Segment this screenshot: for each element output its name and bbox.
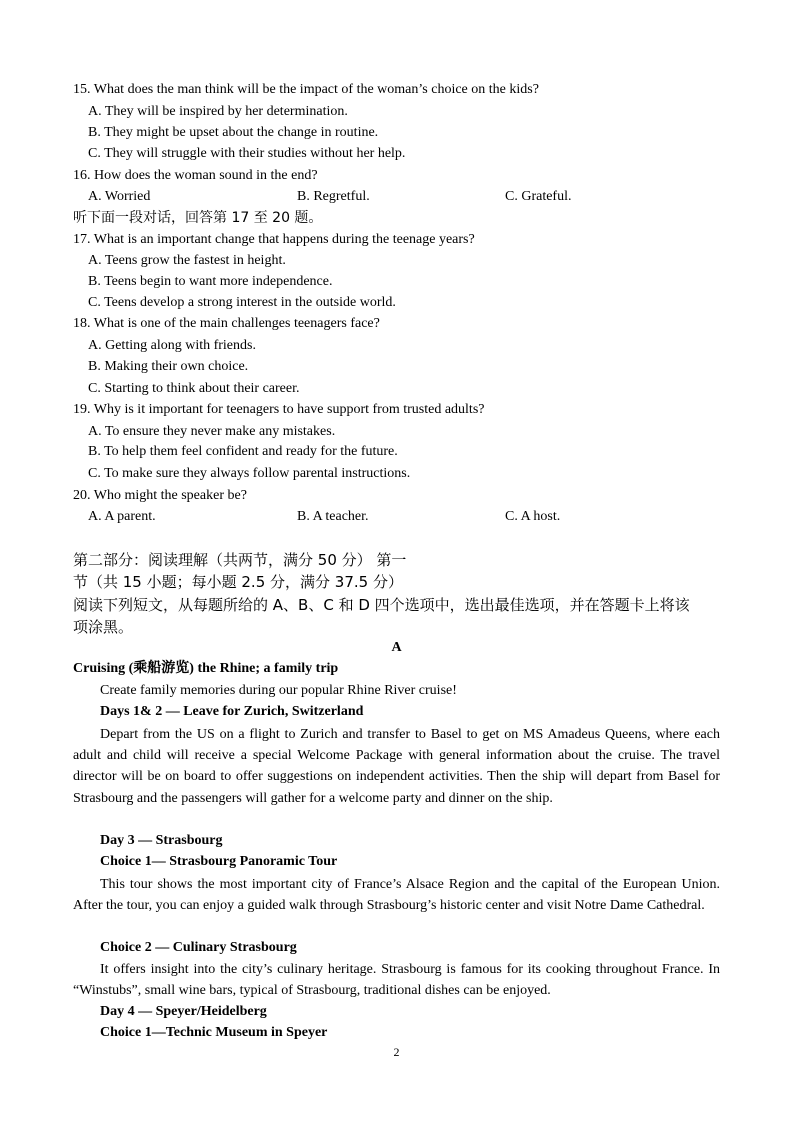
question-20-option-c: C. A host.: [505, 509, 561, 524]
question-19-stem: 19. Why is it important for teenagers to have support from trusted adults?: [73, 402, 485, 417]
question-15-stem: 15. What does the man think will be the impact of the woman’s choice on the kids?: [73, 82, 539, 97]
day-3-heading: Day 3 — Strasbourg: [100, 833, 223, 848]
question-15-option-b: B. They might be upset about the change in routine.: [88, 125, 379, 140]
day-4-choice-1-heading: Choice 1—Technic Museum in Speyer: [100, 1025, 328, 1040]
day-3-choice-1-paragraph: This tour shows the most important city of France’s Alsace Region and the capital of the European Union. After the tour, you can enjoy a guided walk through Strasbourg’s historic center and visit Notre Dame Cathedral.: [73, 877, 720, 914]
question-20-option-b: B. A teacher.: [297, 509, 369, 524]
days-1-2-paragraph: Depart from the US on a flight to Zurich and transfer to Basel to get on MS Amadeus Queens, where each adult and child will receive a special Welcome Package with general information about the cruise. The travel director will be on board to offer suggestions on independent activities. Then the ship will depart from Basel for Strasbourg and the passengers will gather for a welcome party and dinner on the ship.: [73, 727, 720, 806]
question-17-option-b: B. Teens begin to want more independence.: [88, 274, 333, 289]
part2-heading-line2: 节（共 15 小题；每小题 2.5 分，满分 37.5 分）: [73, 573, 403, 591]
question-15-option-a: A. They will be inspired by her determination.: [88, 104, 348, 119]
question-20-stem: 20. Who might the speaker be?: [73, 488, 247, 503]
question-18-option-c: C. Starting to think about their career.: [88, 381, 300, 396]
question-19-option-b: B. To help them feel confident and ready for the future.: [88, 444, 398, 459]
question-16-option-b: B. Regretful.: [297, 189, 370, 204]
day-3-choice-2-heading: Choice 2 — Culinary Strasbourg: [100, 940, 297, 955]
question-16-option-a: A. Worried: [88, 189, 151, 204]
question-19-option-c: C. To make sure they always follow parental instructions.: [88, 466, 411, 481]
day-4-heading: Day 4 — Speyer/Heidelberg: [100, 1004, 267, 1019]
part2-heading-line1: 第二部分：阅读理解（共两节，满分 50 分） 第一: [73, 551, 407, 569]
question-20-option-a: A. A parent.: [88, 509, 156, 524]
day-3-choice-1-heading: Choice 1— Strasbourg Panoramic Tour: [100, 854, 338, 869]
passage-letter: A: [391, 640, 402, 655]
question-16-option-c: C. Grateful.: [505, 189, 572, 204]
question-15-option-c: C. They will struggle with their studies without her help.: [88, 146, 406, 161]
question-17-stem: 17. What is an important change that happens during the teenage years?: [73, 232, 475, 247]
days-1-2-heading: Days 1& 2 — Leave for Zurich, Switzerland: [100, 704, 364, 719]
part2-instruction-line1: 阅读下列短文，从每题所给的 A、B、C 和 D 四个选项中，选出最佳选项，并在答题卡上将该: [73, 596, 690, 614]
question-18-option-b: B. Making their own choice.: [88, 359, 249, 374]
question-18-stem: 18. What is one of the main challenges teenagers face?: [73, 316, 380, 331]
question-17-option-c: C. Teens develop a strong interest in the outside world.: [88, 295, 396, 310]
question-18-option-a: A. Getting along with friends.: [88, 338, 256, 353]
question-17-option-a: A. Teens grow the fastest in height.: [88, 253, 286, 268]
page-number: 2: [393, 1045, 400, 1059]
question-19-option-a: A. To ensure they never make any mistakes.: [88, 424, 336, 439]
passage-intro: Create family memories during our popular Rhine River cruise!: [100, 683, 457, 698]
part2-instruction-line2: 项涂黑。: [73, 618, 134, 636]
listening-instruction: 听下面一段对话，回答第 17 至 20 题。: [73, 210, 323, 226]
passage-title: Cruising (乘船游览) the Rhine; a family trip: [73, 661, 339, 676]
day-3-choice-2-paragraph: It offers insight into the city’s culinary heritage. Strasbourg is famous for its cooking throughout France. In “Winstubs”, small wine bars, typical of Strasbourg, traditional dishes can be enjoyed.: [73, 962, 720, 999]
question-16-stem: 16. How does the woman sound in the end?: [73, 168, 318, 183]
